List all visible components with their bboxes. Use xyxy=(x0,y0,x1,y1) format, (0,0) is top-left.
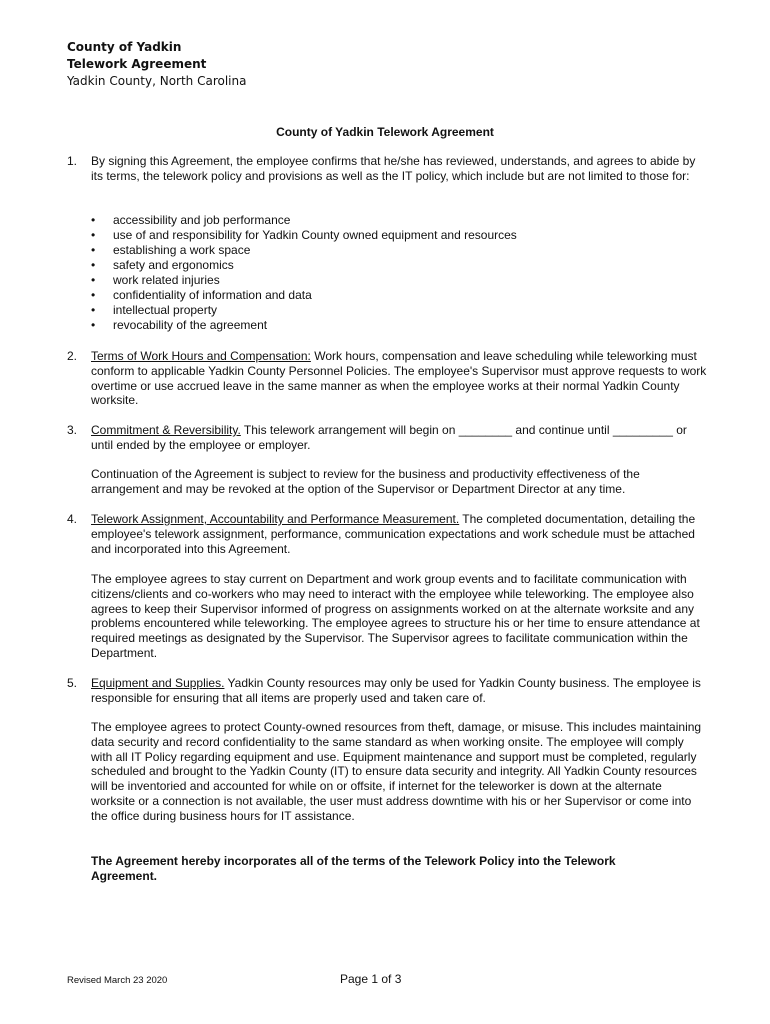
bullet-icon: • xyxy=(91,243,96,257)
section-1 xyxy=(67,154,707,184)
section-3-text xyxy=(91,423,707,453)
section-3-paragraph-2: Continuation of the Agreement is subject to review for the business and productivity effectiveness of the arrangement and may be revoked at the option of the Supervisor or Department Director at any time. xyxy=(91,467,640,496)
header-doc-name: Telework Agreement xyxy=(67,57,207,71)
section-4-text xyxy=(91,512,707,556)
section-number: 2. xyxy=(67,349,78,363)
bullet-icon: • xyxy=(91,288,96,302)
section-2-text xyxy=(91,349,707,408)
list-item: • work related injuries xyxy=(91,273,220,287)
bullet-icon: • xyxy=(91,273,96,287)
header-location: Yadkin County, North Carolina xyxy=(67,74,247,88)
list-item: • safety and ergonomics xyxy=(91,258,234,272)
closing-statement: The Agreement hereby incorporates all of the terms of the Telework Policy into the Telework Agreement. xyxy=(91,854,616,883)
section-3-heading: Commitment & Reversibility. xyxy=(91,423,241,437)
section-5-paragraph-2: The employee agrees to protect County-owned resources from theft, damage, or misuse. This includes maintaining data security and record confidentiality to the same standard as when working onsite. The employee will comply with all IT Policy regarding equipment and use. Equipment maintenance and support must be completed, regularly scheduled and brought to the Yadkin County (IT) to ensure data security and integrity. All Yadkin County resources will be inventoried and accounted for while on or offsite, if internet for the teleworker is down at the alternate worksite or a connection is not available, the user must address downtime with his or her Supervisor or come into the office during business hours for IT assistance. xyxy=(91,720,702,823)
revision-date: Revised March 23 2020 xyxy=(67,975,168,986)
section-4 xyxy=(67,512,707,556)
section-4-body: The completed documentation, detailing the employee's telework assignment, performance, communication expectations and work schedule must be attached and incorporated into this Agreement. xyxy=(91,512,696,556)
section-5-heading: Equipment and Supplies. xyxy=(91,676,225,690)
section-number: 1. xyxy=(67,154,78,168)
section-1-text: By signing this Agreement, the employee confirms that he/she has reviewed, understands, and agrees to abide by its terms, the telework policy and provisions as well as the IT policy, which include but are not limited to those for: xyxy=(91,154,696,183)
section-2 xyxy=(67,349,707,408)
document-title: County of Yadkin Telework Agreement xyxy=(276,125,494,139)
list-item: • revocability of the agreement xyxy=(91,318,268,332)
section-2-heading: Terms of Work Hours and Compensation: xyxy=(91,349,311,363)
bullet-icon: • xyxy=(91,213,96,227)
section-5-text xyxy=(91,676,707,706)
list-item: • establishing a work space xyxy=(91,243,251,257)
document-header xyxy=(67,39,246,90)
section-3 xyxy=(67,423,707,453)
list-item: • accessibility and job performance xyxy=(91,213,291,227)
list-item: • confidentiality of information and data xyxy=(91,288,312,302)
section-number: 3. xyxy=(67,423,78,437)
section-4-paragraph-2: The employee agrees to stay current on Department and work group events and to facilitate communication with citizens/clients and co-workers who may need to interact with the employee while teleworking. The employee also agrees to keep their Supervisor informed of progress on assignments worked on at the alternate worksite and any problems encountered while teleworking. The employee agrees to structure his or her time to ensure attendance at required meetings as designated by the Supervisor. The Supervisor agrees to facilitate communication within the Department. xyxy=(91,572,700,660)
section-5-body: Yadkin County resources may only be used for Yadkin County business. The employee is responsible for ensuring that all items are properly used and taken care of. xyxy=(91,676,701,705)
section-number: 5. xyxy=(67,676,78,690)
list-item: • intellectual property xyxy=(91,303,218,317)
section-3-body: This telework arrangement will begin on ________ and continue until _________ or until ended by the employee or employer. xyxy=(91,423,687,452)
section-number: 4. xyxy=(67,512,78,526)
section-2-body: Work hours, compensation and leave scheduling while teleworking must conform to applicable Yadkin County Personnel Policies. The employee's Supervisor must approve requests to work overtime or use accrued leave in the same manner as when the employee works at their normal Yadkin County worksite. xyxy=(91,349,707,408)
header-county: County of Yadkin xyxy=(67,40,182,54)
bullet-icon: • xyxy=(91,228,96,242)
policy-bullet-list xyxy=(91,213,517,333)
page-number: Page 1 of 3 xyxy=(340,972,402,986)
bullet-icon: • xyxy=(91,303,96,317)
bullet-icon: • xyxy=(91,318,96,332)
section-5 xyxy=(67,676,707,706)
bullet-icon: • xyxy=(91,258,96,272)
list-item: • use of and responsibility for Yadkin County owned equipment and resources xyxy=(91,228,517,242)
section-4-heading: Telework Assignment, Accountability and Performance Measurement. xyxy=(91,512,460,526)
